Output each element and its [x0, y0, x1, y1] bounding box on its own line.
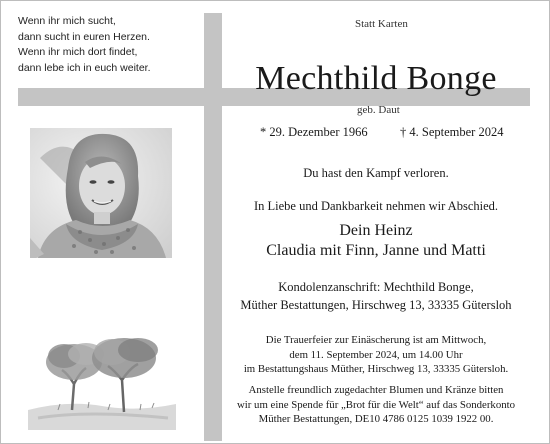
death-date: † 4. September 2024	[400, 125, 504, 139]
donation-line: wir um eine Spende für „Brot für die Welt“ auf das Sonderkonto	[236, 399, 516, 411]
portrait-image	[30, 128, 172, 258]
poem	[18, 14, 151, 76]
message-abschied: In Liebe und Dankbarkeit nehmen wir Abschied.	[253, 199, 499, 213]
tree-illustration	[28, 314, 176, 430]
mourner-line: Dein Heinz	[339, 222, 413, 239]
message-kampf: Du hast den Kampf verloren.	[303, 166, 449, 180]
condolence-line: Kondolenzanschrift: Mechthild Bonge,	[278, 280, 474, 294]
life-dates	[260, 125, 504, 140]
funeral-line: Die Trauerfeier zur Einäscherung ist am Mittwoch,	[265, 334, 487, 346]
poem-line: Wenn ihr mich sucht,	[18, 15, 116, 27]
birth-date: * 29. Dezember 1966	[260, 125, 368, 139]
poem-line: Wenn ihr mich dort findet,	[18, 46, 138, 58]
funeral-line: im Bestattungshaus Müther, Hirschweg 13, 33335 Gütersloh.	[243, 363, 509, 375]
poem-line: dann sucht in euren Herzen.	[18, 30, 150, 43]
portrait-photo	[30, 128, 172, 258]
cross-vertical-bar	[204, 13, 222, 441]
funeral-line: dem 11. September 2024, um 14.00 Uhr	[289, 349, 463, 361]
statt-karten: Statt Karten	[355, 18, 408, 30]
donation-line: Anstelle freundlich zugedachter Blumen und Kränze bitten	[248, 384, 504, 396]
poem-line: dann lebe ich in euch weiter.	[18, 61, 151, 74]
condolence-line: Müther Bestattungen, Hirschweg 13, 33335 Gütersloh	[240, 298, 512, 312]
tree-landscape-image	[28, 314, 176, 430]
mourner-line: Claudia mit Finn, Janne und Matti	[266, 242, 486, 259]
birth-name: geb. Daut	[357, 104, 400, 116]
deceased-name: Mechthild Bonge	[255, 60, 497, 97]
donation-line: Müther Bestattungen, DE10 4786 0125 1039 1922 00.	[258, 413, 494, 425]
